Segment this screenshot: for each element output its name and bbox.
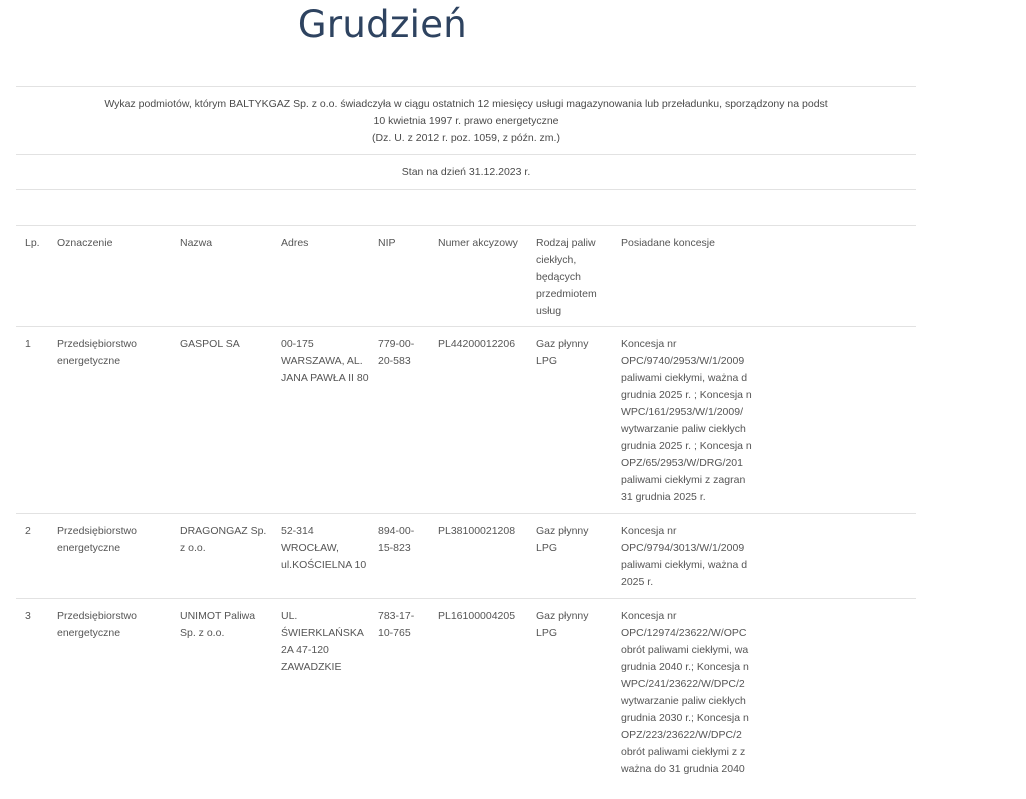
cell-lp: 1 xyxy=(16,327,48,514)
concession-line: paliwami ciekłymi z zagran xyxy=(621,474,746,486)
concession-line: grudnia 2040 r.; Koncesja n xyxy=(621,661,749,673)
cell-numer-akcyzowy: PL38100021208 xyxy=(429,514,527,599)
status-row xyxy=(16,155,916,190)
cell-adres: 52-314 WROCŁAW, ul.KOŚCIELNA 10 xyxy=(272,514,369,599)
cell-adres: 00-175 WARSZAWA, AL. JANA PAWŁA II 80 xyxy=(272,327,369,514)
table-header-row xyxy=(16,226,916,327)
table-row xyxy=(16,514,916,599)
intro-cell xyxy=(16,87,916,155)
intro-line-3: (Dz. U. z 2012 r. poz. 1059, z późn. zm.) xyxy=(372,132,560,144)
cell-nip: 783-17-10-765 xyxy=(369,599,429,799)
spacer-cell xyxy=(16,190,916,226)
spacer-row xyxy=(16,190,916,226)
cell-lp: 3 xyxy=(16,599,48,799)
intro-line-2: 10 kwietnia 1997 r. prawo energetyczne xyxy=(373,115,559,127)
header-adres: Adres xyxy=(272,226,369,327)
intro-row xyxy=(16,87,916,155)
cell-oznaczenie: Przedsiębiorstwo energetyczne xyxy=(48,599,171,799)
concession-line: OPZ/223/23622/W/DPC/2 xyxy=(621,729,742,741)
concession-line: paliwami ciekłymi, ważna d xyxy=(621,559,748,571)
concession-line: paliwami ciekłymi, ważna d xyxy=(621,372,748,384)
concession-line: 31 grudnia 2025 r. xyxy=(621,491,706,503)
cell-oznaczenie: Przedsiębiorstwo energetyczne xyxy=(48,327,171,514)
cell-koncesje xyxy=(612,327,916,514)
cell-koncesje xyxy=(612,514,916,599)
concession-line: wytwarzanie paliw ciekłych xyxy=(621,695,746,707)
concession-line: OPZ/65/2953/W/DRG/201 xyxy=(621,457,743,469)
header-koncesje: Posiadane koncesje xyxy=(612,226,916,327)
table-row xyxy=(16,599,916,799)
concession-line: Koncesja nr xyxy=(621,525,677,537)
cell-adres: UL. ŚWIERKLAŃSKA 2A 47-120 ZAWADZKIE xyxy=(272,599,369,799)
cell-numer-akcyzowy: PL44200012206 xyxy=(429,327,527,514)
concession-line: 2025 r. xyxy=(621,576,654,588)
cell-nip: 779-00-20-583 xyxy=(369,327,429,514)
header-numer-akcyzowy: Numer akcyzowy xyxy=(429,226,527,327)
header-oznaczenie: Oznaczenie xyxy=(48,226,171,327)
concession-line: OPC/9740/2953/W/1/2009 xyxy=(621,355,745,367)
cell-rodzaj-paliw: Gaz płynny LPG xyxy=(527,599,612,799)
concession-line: obrót paliwami ciekłymi z z xyxy=(621,746,746,758)
cell-nazwa: DRAGONGAZ Sp. z o.o. xyxy=(171,514,272,599)
concession-line: ważna do 31 grudnia 2040 xyxy=(621,763,745,775)
entities-table xyxy=(16,86,916,799)
cell-nazwa: UNIMOT Paliwa Sp. z o.o. xyxy=(171,599,272,799)
concession-line: Koncesja nr xyxy=(621,338,677,350)
cell-rodzaj-paliw: Gaz płynny LPG xyxy=(527,514,612,599)
concession-line: wytwarzanie paliw ciekłych xyxy=(621,423,746,435)
header-nip: NIP xyxy=(369,226,429,327)
concession-line: WPC/161/2953/W/1/2009/ xyxy=(621,406,743,418)
concession-line: Koncesja nr xyxy=(621,610,677,622)
concession-line: grudnia 2025 r. ; Koncesja n xyxy=(621,440,752,452)
status-text: Stan na dzień 31.12.2023 r. xyxy=(16,155,916,190)
cell-oznaczenie: Przedsiębiorstwo energetyczne xyxy=(48,514,171,599)
table-row xyxy=(16,327,916,514)
header-nazwa: Nazwa xyxy=(171,226,272,327)
header-lp: Lp. xyxy=(16,226,48,327)
concession-line: OPC/9794/3013/W/1/2009 xyxy=(621,542,745,554)
cell-koncesje xyxy=(612,599,916,799)
cell-nazwa: GASPOL SA xyxy=(171,327,272,514)
cell-rodzaj-paliw: Gaz płynny LPG xyxy=(527,327,612,514)
concession-line: grudnia 2025 r. ; Koncesja n xyxy=(621,389,752,401)
concession-line: WPC/241/23622/W/DPC/2 xyxy=(621,678,745,690)
header-rodzaj-paliw: Rodzaj paliw ciekłych, będących przedmiotem usług xyxy=(527,226,612,327)
cell-numer-akcyzowy: PL16100004205 xyxy=(429,599,527,799)
intro-line-1: Wykaz podmiotów, którym BALTYKGAZ Sp. z o.o. świadczyła w ciągu ostatnich 12 miesięcy usługi magazynowania lub przeładunku, sporządzony na podst xyxy=(104,98,828,110)
concession-line: obrót paliwami ciekłymi, wa xyxy=(621,644,749,656)
cell-nip: 894-00-15-823 xyxy=(369,514,429,599)
concession-line: OPC/12974/23622/W/OPC xyxy=(621,627,747,639)
cell-lp: 2 xyxy=(16,514,48,599)
page-title: Grudzień xyxy=(297,3,468,46)
concession-line: grudnia 2030 r.; Koncesja n xyxy=(621,712,749,724)
